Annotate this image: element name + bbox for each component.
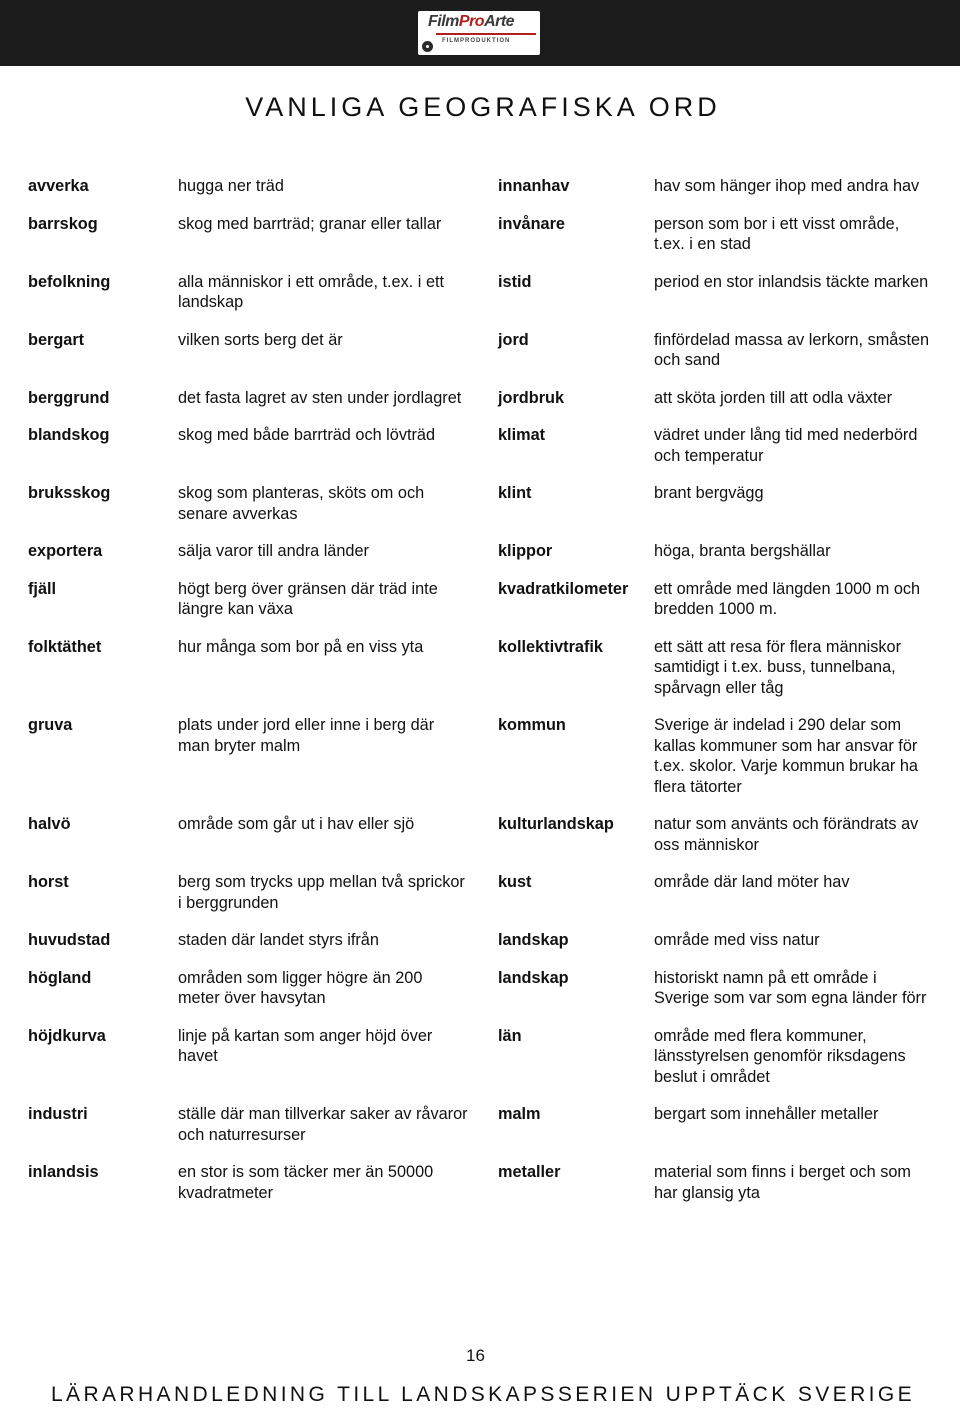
glossary-row bbox=[28, 814, 938, 855]
glossary-row bbox=[28, 637, 938, 699]
glossary-definition: det fasta lagret av sten under jordlagret bbox=[178, 388, 462, 407]
glossary-definition: ett sätt att resa för flera människor samtidigt i t.ex. buss, tunnelbana, spårvagn eller tåg bbox=[654, 637, 902, 697]
glossary-term: klimat bbox=[498, 426, 546, 444]
glossary-definition: staden där landet styrs ifrån bbox=[178, 931, 379, 949]
glossary-definition: finfördelad massa av lerkorn, småsten och sand bbox=[654, 330, 930, 369]
glossary-definition: alla människor i ett område, t.ex. i ett landskap bbox=[178, 272, 445, 311]
glossary-definition: brant bergvägg bbox=[654, 484, 764, 502]
film-reel-icon bbox=[422, 41, 433, 52]
glossary-term: huvudstad bbox=[28, 931, 111, 949]
glossary-term: landskap bbox=[498, 931, 569, 949]
glossary-definition: vilken sorts berg det är bbox=[178, 330, 343, 349]
glossary-term: bruksskog bbox=[28, 484, 111, 502]
glossary-row bbox=[28, 715, 938, 797]
glossary-definition: område som går ut i hav eller sjö bbox=[178, 815, 415, 833]
glossary-term: kommun bbox=[498, 716, 566, 734]
glossary-row bbox=[28, 176, 938, 197]
glossary-row bbox=[28, 1026, 938, 1088]
glossary-list bbox=[28, 176, 938, 1220]
glossary-term: berggrund bbox=[28, 388, 110, 407]
glossary-definition: hav som hänger ihop med andra hav bbox=[654, 177, 920, 195]
glossary-definition: skog med både barrträd och lövträd bbox=[178, 426, 436, 444]
glossary-definition: område där land möter hav bbox=[654, 873, 850, 891]
logo-subtext: FILMPRODUKTION bbox=[442, 38, 511, 44]
glossary-definition: historiskt namn på ett område i Sverige som var som egna länder förr bbox=[654, 968, 927, 1007]
glossary-term: högland bbox=[28, 968, 92, 987]
glossary-term: befolkning bbox=[28, 272, 111, 291]
glossary-definition: plats under jord eller inne i berg där man bryter malm bbox=[178, 716, 435, 755]
glossary-term: kust bbox=[498, 873, 532, 891]
glossary-definition: skog med barrträd; granar eller tallar bbox=[178, 214, 442, 233]
glossary-term: jord bbox=[498, 330, 529, 349]
glossary-term: avverka bbox=[28, 177, 89, 195]
glossary-term: landskap bbox=[498, 968, 569, 987]
glossary-term: län bbox=[498, 1026, 522, 1045]
glossary-definition: Sverige är indelad i 290 delar som kallas kommuner som har ansvar för t.ex. skolor. Varje kommun brukar ha flera tätorter bbox=[654, 716, 918, 796]
glossary-term: höjdkurva bbox=[28, 1026, 106, 1045]
glossary-definition: hugga ner träd bbox=[178, 177, 284, 195]
glossary-term: istid bbox=[498, 272, 532, 291]
glossary-term: invånare bbox=[498, 214, 565, 233]
logo-wordmark: FilmProArte bbox=[428, 13, 515, 30]
glossary-row bbox=[28, 388, 938, 409]
glossary-definition: att sköta jorden till att odla växter bbox=[654, 388, 893, 407]
glossary-definition: skog som planteras, sköts om och senare avverkas bbox=[178, 484, 425, 523]
glossary-definition: vädret under lång tid med nederbörd och temperatur bbox=[654, 426, 918, 465]
glossary-definition: område med flera kommuner, länsstyrelsen genomför riksdagens beslut i området bbox=[654, 1026, 906, 1086]
glossary-row bbox=[28, 930, 938, 951]
glossary-term: inlandsis bbox=[28, 1163, 99, 1181]
header-bar bbox=[0, 0, 960, 66]
glossary-row bbox=[28, 483, 938, 524]
glossary-definition: period en stor inlandsis täckte marken bbox=[654, 272, 929, 291]
glossary-term: kollektivtrafik bbox=[498, 637, 603, 656]
glossary-term: jordbruk bbox=[498, 388, 565, 407]
glossary-definition: material som finns i berget och som har glansig yta bbox=[654, 1163, 911, 1202]
glossary-term: fjäll bbox=[28, 579, 57, 598]
glossary-term: klint bbox=[498, 484, 532, 502]
glossary-definition: höga, branta bergshällar bbox=[654, 542, 831, 560]
glossary-term: industri bbox=[28, 1105, 88, 1123]
glossary-term: kulturlandskap bbox=[498, 815, 614, 833]
glossary-row bbox=[28, 968, 938, 1009]
glossary-definition: natur som använts och förändrats av oss människor bbox=[654, 815, 919, 854]
page-number: 16 bbox=[466, 1346, 485, 1365]
glossary-term: kvadratkilometer bbox=[498, 579, 629, 598]
filmproarte-logo bbox=[418, 11, 540, 55]
glossary-row bbox=[28, 579, 938, 620]
glossary-term: halvö bbox=[28, 815, 71, 833]
glossary-row bbox=[28, 214, 938, 255]
glossary-definition: berg som trycks upp mellan två sprickor i berggrunden bbox=[178, 873, 465, 912]
glossary-term: exportera bbox=[28, 542, 103, 560]
glossary-term: metaller bbox=[498, 1163, 561, 1181]
glossary-term: bergart bbox=[28, 330, 85, 349]
glossary-row bbox=[28, 872, 938, 913]
glossary-term: klippor bbox=[498, 542, 553, 560]
footer-text: LÄRARHANDLEDNING TILL LANDSKAPSSERIEN UPPTÄCK SVERIGE bbox=[50, 1383, 916, 1406]
glossary-term: blandskog bbox=[28, 426, 110, 444]
glossary-term: barrskog bbox=[28, 214, 98, 233]
page-title: VANLIGA GEOGRAFISKA ORD bbox=[245, 92, 721, 122]
glossary-row bbox=[28, 425, 938, 466]
glossary-term: horst bbox=[28, 873, 69, 891]
glossary-term: innanhav bbox=[498, 177, 570, 195]
logo-stripe bbox=[436, 33, 536, 35]
glossary-row bbox=[28, 541, 938, 562]
glossary-term: folktäthet bbox=[28, 637, 102, 656]
glossary-row bbox=[28, 1162, 938, 1203]
glossary-term: gruva bbox=[28, 716, 73, 734]
glossary-definition: en stor is som täcker mer än 50000 kvadratmeter bbox=[178, 1163, 434, 1202]
glossary-term: malm bbox=[498, 1105, 541, 1123]
glossary-definition: områden som ligger högre än 200 meter över havsytan bbox=[178, 968, 423, 1007]
glossary-definition: hur många som bor på en viss yta bbox=[178, 637, 424, 656]
glossary-definition: ett område med längden 1000 m och bredden 1000 m. bbox=[654, 579, 921, 618]
glossary-definition: ställe där man tillverkar saker av råvaror och naturresurser bbox=[178, 1105, 468, 1144]
glossary-definition: högt berg över gränsen där träd inte längre kan växa bbox=[178, 579, 438, 618]
glossary-row bbox=[28, 1104, 938, 1145]
glossary-definition: område med viss natur bbox=[654, 931, 820, 949]
glossary-row bbox=[28, 272, 938, 313]
glossary-definition: bergart som innehåller metaller bbox=[654, 1105, 879, 1123]
glossary-definition: sälja varor till andra länder bbox=[178, 542, 369, 560]
glossary-definition: person som bor i ett visst område, t.ex. i en stad bbox=[654, 214, 900, 253]
glossary-row bbox=[28, 330, 938, 371]
glossary-definition: linje på kartan som anger höjd över havet bbox=[178, 1026, 433, 1065]
